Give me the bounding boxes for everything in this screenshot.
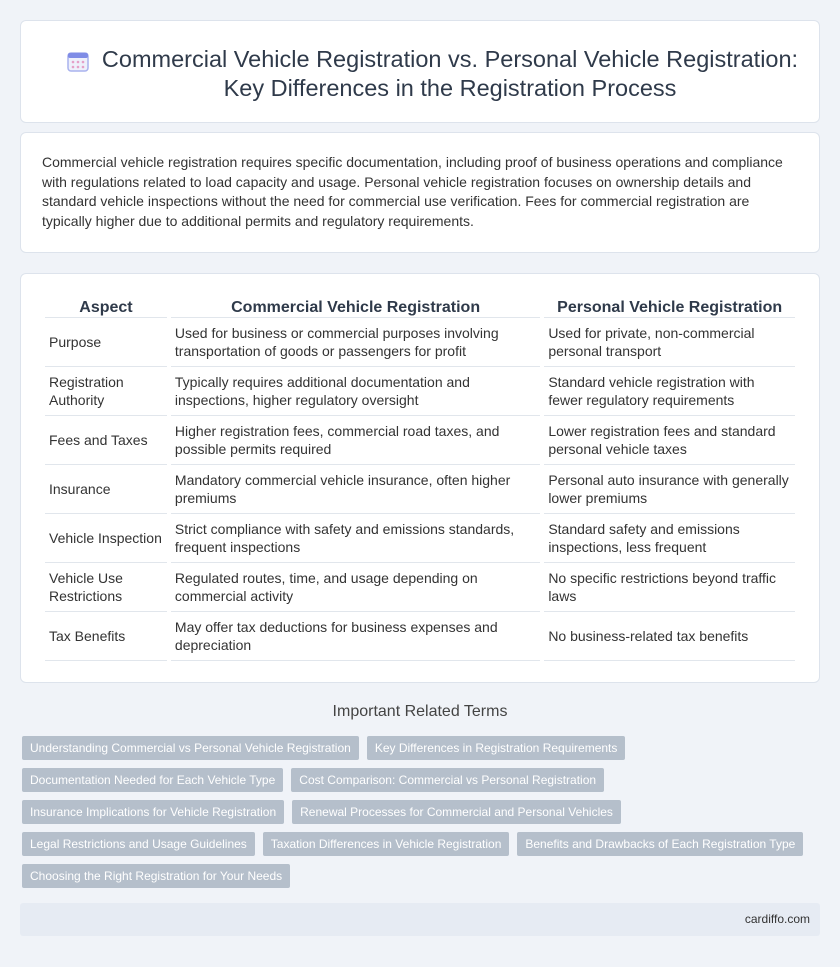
related-term-link[interactable]: Cost Comparison: Commercial vs Personal Registration — [291, 768, 604, 792]
cell-personal: Standard safety and emissions inspections, less frequent — [544, 514, 795, 563]
cell-aspect: Fees and Taxes — [45, 416, 167, 465]
related-term-link[interactable]: Understanding Commercial vs Personal Vehicle Registration — [22, 736, 359, 760]
related-term-link[interactable]: Insurance Implications for Vehicle Registration — [22, 800, 284, 824]
cell-aspect: Insurance — [45, 465, 167, 514]
related-term-link[interactable]: Legal Restrictions and Usage Guidelines — [22, 832, 255, 856]
comparison-table-card — [20, 273, 820, 683]
table-header-row — [45, 295, 795, 318]
cell-commercial: Strict compliance with safety and emissions standards, frequent inspections — [171, 514, 540, 563]
header-aspect: Aspect — [45, 295, 167, 318]
table-row — [45, 563, 795, 612]
cell-personal: Personal auto insurance with generally lower premiums — [544, 465, 795, 514]
related-term-link[interactable]: Taxation Differences in Vehicle Registration — [263, 832, 510, 856]
related-terms-heading: Important Related Terms — [332, 703, 508, 720]
table-row — [45, 416, 795, 465]
footer — [20, 903, 820, 936]
cell-commercial: May offer tax deductions for business expenses and depreciation — [171, 612, 540, 661]
cell-personal: Used for private, non-commercial personal transport — [544, 318, 795, 367]
title-card — [20, 20, 820, 123]
cell-aspect: Registration Authority — [45, 367, 167, 416]
comparison-table — [41, 295, 799, 661]
related-terms-list — [22, 736, 822, 888]
cell-aspect: Tax Benefits — [45, 612, 167, 661]
related-term-link[interactable]: Key Differences in Registration Requirements — [367, 736, 626, 760]
cell-commercial: Typically requires additional documentation and inspections, higher regulatory oversight — [171, 367, 540, 416]
intro-card — [20, 132, 820, 253]
table-row — [45, 367, 795, 416]
cell-personal: Standard vehicle registration with fewer regulatory requirements — [544, 367, 795, 416]
page-title-line1: Commercial Vehicle Registration vs. Personal Vehicle Registration: — [101, 46, 799, 72]
cell-aspect: Purpose — [45, 318, 167, 367]
cell-personal: No business-related tax benefits — [544, 612, 795, 661]
cell-commercial: Regulated routes, time, and usage depending on commercial activity — [171, 563, 540, 612]
cell-personal: Lower registration fees and standard personal vehicle taxes — [544, 416, 795, 465]
related-term-link[interactable]: Documentation Needed for Each Vehicle Type — [22, 768, 283, 792]
cell-commercial: Used for business or commercial purposes involving transportation of goods or passengers for profit — [171, 318, 540, 367]
page-title-line2: Key Differences in the Registration Process — [223, 75, 677, 101]
cell-personal: No specific restrictions beyond traffic laws — [544, 563, 795, 612]
page-title — [91, 45, 809, 103]
footer-site-name[interactable]: cardiffo.com — [744, 912, 810, 926]
related-term-link[interactable]: Choosing the Right Registration for Your Needs — [22, 864, 290, 888]
related-term-link[interactable]: Renewal Processes for Commercial and Personal Vehicles — [292, 800, 621, 824]
table-row — [45, 514, 795, 563]
header-personal: Personal Vehicle Registration — [544, 295, 795, 318]
cell-commercial: Mandatory commercial vehicle insurance, often higher premiums — [171, 465, 540, 514]
intro-paragraph: Commercial vehicle registration requires specific documentation, including proof of business operations and compliance with regulations related to load capacity and usage. Personal vehicle registration focuses on ownership details and standard vehicle inspections without the need for commercial use verification. Fees for commercial registration are typically higher due to additional permits and regulatory requirements. — [42, 154, 783, 229]
table-row — [45, 318, 795, 367]
header-commercial: Commercial Vehicle Registration — [171, 295, 540, 318]
table-row — [45, 465, 795, 514]
cell-aspect: Vehicle Inspection — [45, 514, 167, 563]
cell-commercial: Higher registration fees, commercial road taxes, and possible permits required — [171, 416, 540, 465]
related-term-link[interactable]: Benefits and Drawbacks of Each Registration Type — [517, 832, 803, 856]
cell-aspect: Vehicle Use Restrictions — [45, 563, 167, 612]
table-row — [45, 612, 795, 661]
calendar-icon — [65, 48, 91, 74]
